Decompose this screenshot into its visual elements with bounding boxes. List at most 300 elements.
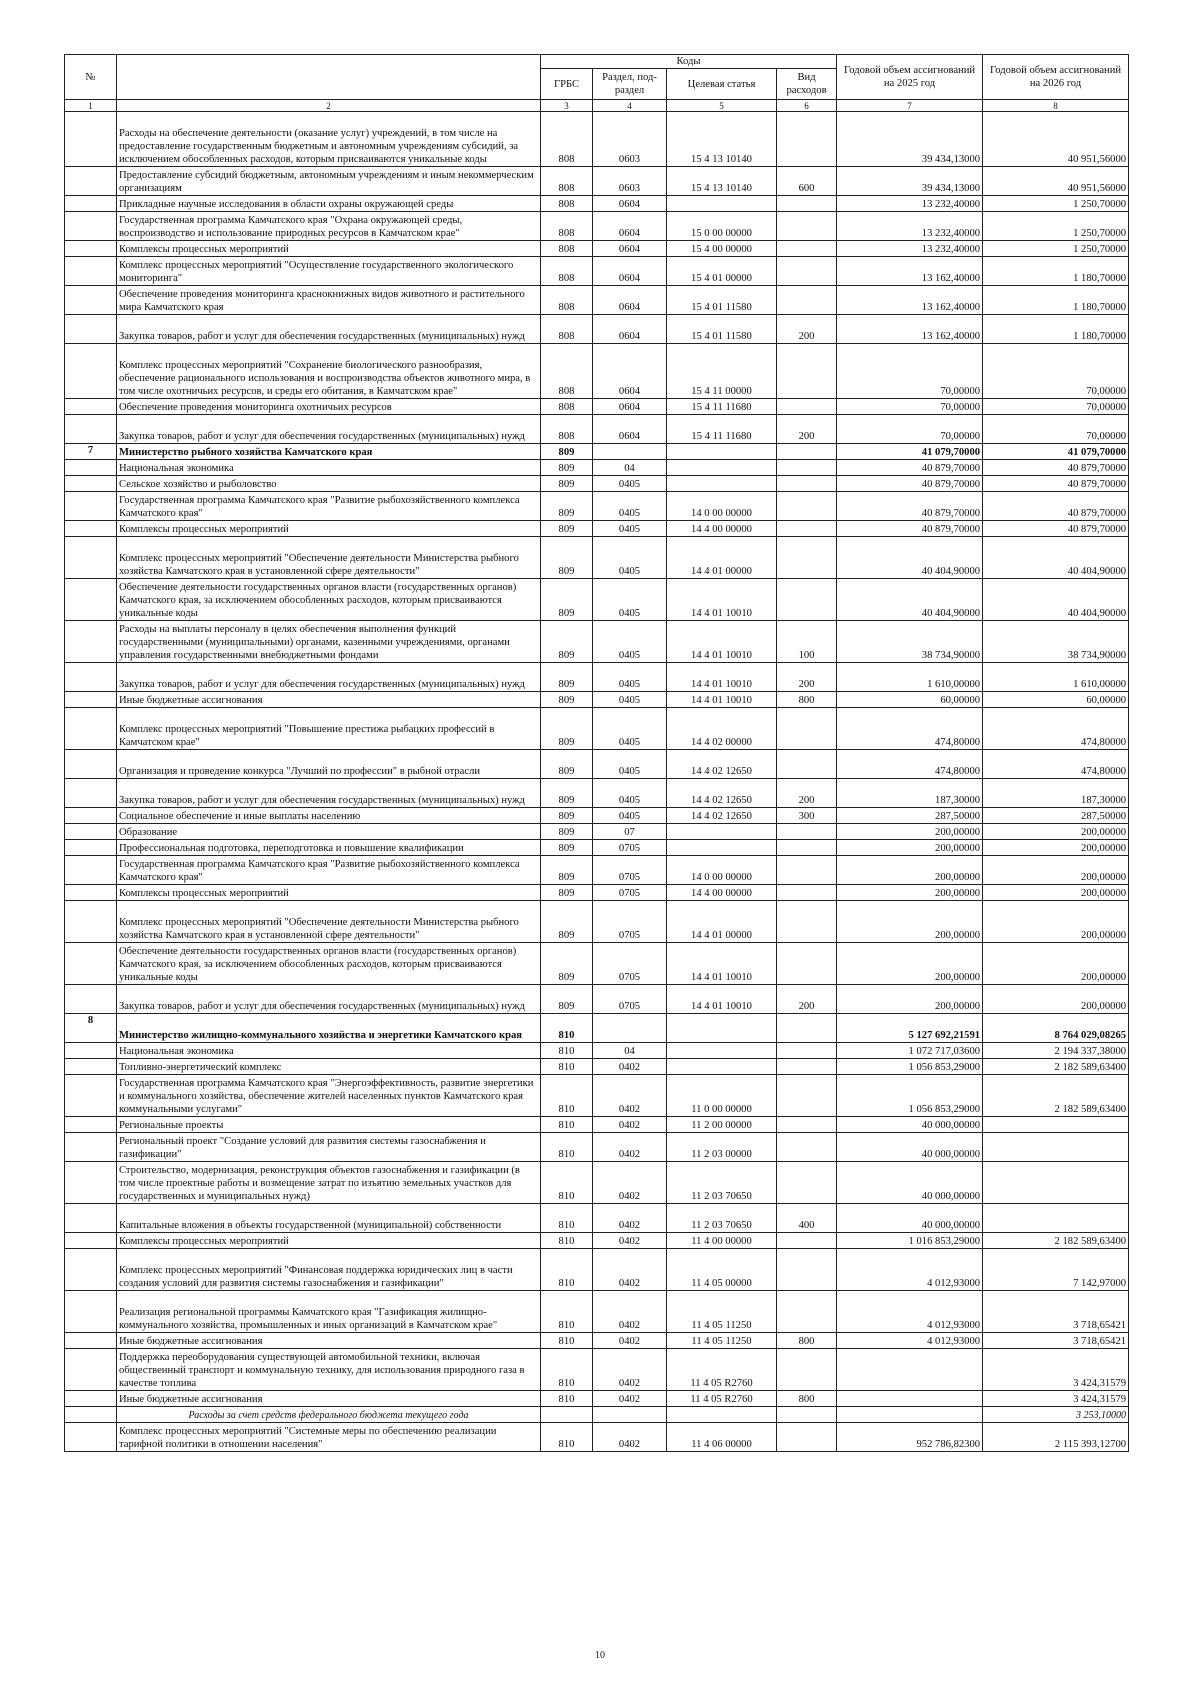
table-row xyxy=(65,399,1129,415)
row-volume-2025: 13 232,40000 xyxy=(837,241,983,257)
row-grbs: 810 xyxy=(541,1133,593,1162)
row-grbs: 808 xyxy=(541,286,593,315)
row-volume-2026: 200,00000 xyxy=(983,901,1129,943)
row-volume-2026: 38 734,90000 xyxy=(983,621,1129,663)
row-grbs: 810 xyxy=(541,1291,593,1333)
row-number xyxy=(65,750,117,779)
header-num: № xyxy=(65,55,117,100)
row-razdel: 0402 xyxy=(593,1291,667,1333)
row-expense-type xyxy=(777,492,837,521)
document-page xyxy=(64,54,1128,1452)
row-name: Государственная программа Камчатского края "Охрана окружающей среды, воспроизводство и использование природных ресурсов в Камчатском крае" xyxy=(117,212,541,241)
row-razdel: 0402 xyxy=(593,1059,667,1075)
row-volume-2026: 200,00000 xyxy=(983,856,1129,885)
row-volume-2026: 1 180,70000 xyxy=(983,315,1129,344)
row-expense-type xyxy=(777,943,837,985)
row-target-article: 14 4 02 00000 xyxy=(667,708,777,750)
row-grbs: 809 xyxy=(541,750,593,779)
column-index: 6 xyxy=(777,100,837,112)
row-target-article: 15 4 00 00000 xyxy=(667,241,777,257)
row-razdel: 0405 xyxy=(593,476,667,492)
row-target-article: 14 4 01 10010 xyxy=(667,579,777,621)
row-expense-type xyxy=(777,399,837,415)
row-volume-2025: 4 012,93000 xyxy=(837,1249,983,1291)
row-razdel: 0402 xyxy=(593,1349,667,1391)
row-razdel: 0402 xyxy=(593,1162,667,1204)
column-index: 7 xyxy=(837,100,983,112)
row-grbs: 809 xyxy=(541,779,593,808)
row-volume-2026: 1 180,70000 xyxy=(983,286,1129,315)
row-razdel: 0402 xyxy=(593,1249,667,1291)
row-volume-2026: 200,00000 xyxy=(983,985,1129,1014)
page-number: 10 xyxy=(595,1650,605,1661)
row-razdel: 0405 xyxy=(593,521,667,537)
row-expense-type: 100 xyxy=(777,621,837,663)
table-row xyxy=(65,840,1129,856)
row-target-article: 11 4 05 11250 xyxy=(667,1333,777,1349)
row-grbs: 808 xyxy=(541,241,593,257)
table-row xyxy=(65,621,1129,663)
row-razdel: 0405 xyxy=(593,537,667,579)
row-grbs: 809 xyxy=(541,579,593,621)
row-target-article: 15 4 11 11680 xyxy=(667,415,777,444)
row-number xyxy=(65,1407,117,1423)
row-volume-2026: 60,00000 xyxy=(983,692,1129,708)
row-volume-2026: 200,00000 xyxy=(983,824,1129,840)
row-razdel: 0604 xyxy=(593,315,667,344)
row-razdel: 0603 xyxy=(593,112,667,167)
row-target-article: 14 4 01 00000 xyxy=(667,537,777,579)
table-row xyxy=(65,1333,1129,1349)
row-name: Региональные проекты xyxy=(117,1117,541,1133)
row-razdel: 0604 xyxy=(593,196,667,212)
row-target-article: 11 2 03 70650 xyxy=(667,1162,777,1204)
row-target-article: 14 4 01 10010 xyxy=(667,985,777,1014)
row-grbs: 809 xyxy=(541,692,593,708)
row-volume-2025: 13 162,40000 xyxy=(837,257,983,286)
row-expense-type xyxy=(777,1043,837,1059)
table-row xyxy=(65,1349,1129,1391)
row-target-article xyxy=(667,476,777,492)
table-row xyxy=(65,444,1129,460)
row-grbs: 808 xyxy=(541,112,593,167)
row-name: Комплекс процессных мероприятий "Системные меры по обеспечению реализации тарифной политики в отношении населения" xyxy=(117,1423,541,1452)
row-volume-2025: 1 056 853,29000 xyxy=(837,1059,983,1075)
row-number xyxy=(65,840,117,856)
row-volume-2026: 2 182 589,63400 xyxy=(983,1075,1129,1117)
row-grbs xyxy=(541,1407,593,1423)
row-volume-2026: 40 879,70000 xyxy=(983,521,1129,537)
row-number xyxy=(65,476,117,492)
row-expense-type xyxy=(777,537,837,579)
row-number xyxy=(65,315,117,344)
row-target-article: 11 4 06 00000 xyxy=(667,1423,777,1452)
row-razdel: 0604 xyxy=(593,286,667,315)
row-number xyxy=(65,196,117,212)
row-expense-type xyxy=(777,476,837,492)
row-name: Образование xyxy=(117,824,541,840)
row-number xyxy=(65,460,117,476)
table-row xyxy=(65,1249,1129,1291)
row-number xyxy=(65,985,117,1014)
row-name: Государственная программа Камчатского края "Развитие рыбохозяйственного комплекса Камчатского края" xyxy=(117,492,541,521)
row-expense-type xyxy=(777,344,837,399)
column-index: 8 xyxy=(983,100,1129,112)
row-volume-2026: 40 404,90000 xyxy=(983,579,1129,621)
row-grbs: 808 xyxy=(541,196,593,212)
table-row xyxy=(65,1133,1129,1162)
row-volume-2025: 952 786,82300 xyxy=(837,1423,983,1452)
row-expense-type xyxy=(777,460,837,476)
header-vol2025: Годовой объем ассигнований на 2025 год xyxy=(837,55,983,100)
row-target-article: 14 4 02 12650 xyxy=(667,750,777,779)
row-name: Обеспечение деятельности государственных органов власти (государственных органов) Камчатского края, за исключением обособленных расходов, которым присваиваются уникальные коды xyxy=(117,943,541,985)
row-number xyxy=(65,167,117,196)
row-expense-type xyxy=(777,444,837,460)
row-volume-2025: 5 127 692,21591 xyxy=(837,1014,983,1043)
row-name: Расходы за счет средств федерального бюджета текущего года xyxy=(117,1407,541,1423)
row-name: Организация и проведение конкурса "Лучший по профессии" в рыбной отрасли xyxy=(117,750,541,779)
row-grbs: 810 xyxy=(541,1075,593,1117)
row-razdel: 0405 xyxy=(593,492,667,521)
table-row xyxy=(65,750,1129,779)
row-razdel: 0405 xyxy=(593,692,667,708)
header-name xyxy=(117,55,541,100)
row-number xyxy=(65,663,117,692)
row-target-article: 14 4 02 12650 xyxy=(667,779,777,808)
row-grbs: 809 xyxy=(541,901,593,943)
row-razdel: 0405 xyxy=(593,708,667,750)
row-volume-2026: 1 250,70000 xyxy=(983,241,1129,257)
table-row xyxy=(65,779,1129,808)
row-target-article: 11 2 00 00000 xyxy=(667,1117,777,1133)
row-grbs: 810 xyxy=(541,1423,593,1452)
row-volume-2026: 3 718,65421 xyxy=(983,1291,1129,1333)
row-volume-2026: 70,00000 xyxy=(983,399,1129,415)
row-target-article: 15 4 01 00000 xyxy=(667,257,777,286)
row-volume-2026: 474,80000 xyxy=(983,708,1129,750)
row-target-article xyxy=(667,196,777,212)
row-name: Закупка товаров, работ и услуг для обеспечения государственных (муниципальных) нужд xyxy=(117,663,541,692)
row-expense-type: 200 xyxy=(777,985,837,1014)
row-name: Капитальные вложения в объекты государственной (муниципальной) собственности xyxy=(117,1204,541,1233)
row-name: Строительство, модернизация, реконструкция объектов газоснабжения и газификации (в том числе проектные работы и возмещение затрат по изъятию земельных участков для государственных и муниципальных нужд) xyxy=(117,1162,541,1204)
row-volume-2026: 40 951,56000 xyxy=(983,167,1129,196)
row-volume-2026: 1 250,70000 xyxy=(983,196,1129,212)
row-expense-type: 200 xyxy=(777,663,837,692)
row-target-article: 15 4 01 11580 xyxy=(667,286,777,315)
row-volume-2025 xyxy=(837,1391,983,1407)
row-volume-2025: 200,00000 xyxy=(837,943,983,985)
row-razdel: 0402 xyxy=(593,1423,667,1452)
row-grbs: 809 xyxy=(541,537,593,579)
row-number xyxy=(65,943,117,985)
row-volume-2025: 39 434,13000 xyxy=(837,112,983,167)
row-grbs: 809 xyxy=(541,476,593,492)
row-target-article: 11 2 03 00000 xyxy=(667,1133,777,1162)
row-grbs: 810 xyxy=(541,1162,593,1204)
row-volume-2025: 13 232,40000 xyxy=(837,212,983,241)
row-name: Государственная программа Камчатского края "Энергоэффективность, развитие энергетики и коммунального хозяйства, обеспечение жителей населенных пунктов Камчатского края коммунальными услугами" xyxy=(117,1075,541,1117)
row-grbs: 810 xyxy=(541,1117,593,1133)
table-row xyxy=(65,1162,1129,1204)
row-razdel: 0402 xyxy=(593,1117,667,1133)
row-volume-2025: 187,30000 xyxy=(837,779,983,808)
row-name: Комплекс процессных мероприятий "Повышение престижа рыбацких профессий в Камчатском крае" xyxy=(117,708,541,750)
row-volume-2026 xyxy=(983,1204,1129,1233)
row-number xyxy=(65,1059,117,1075)
row-volume-2025: 40 404,90000 xyxy=(837,537,983,579)
row-number xyxy=(65,1204,117,1233)
row-name: Обеспечение проведения мониторинга охотничьих ресурсов xyxy=(117,399,541,415)
row-number xyxy=(65,1233,117,1249)
table-row xyxy=(65,212,1129,241)
row-volume-2025: 4 012,93000 xyxy=(837,1291,983,1333)
row-target-article xyxy=(667,1407,777,1423)
row-target-article: 14 0 00 00000 xyxy=(667,856,777,885)
row-razdel: 04 xyxy=(593,460,667,476)
row-target-article: 15 4 13 10140 xyxy=(667,112,777,167)
row-number xyxy=(65,1133,117,1162)
row-volume-2026: 3 253,10000 xyxy=(983,1407,1129,1423)
row-expense-type xyxy=(777,579,837,621)
row-volume-2026: 40 879,70000 xyxy=(983,476,1129,492)
row-target-article xyxy=(667,460,777,476)
table-row xyxy=(65,112,1129,167)
row-volume-2025: 200,00000 xyxy=(837,985,983,1014)
row-expense-type xyxy=(777,196,837,212)
row-target-article: 15 0 00 00000 xyxy=(667,212,777,241)
row-volume-2025: 39 434,13000 xyxy=(837,167,983,196)
row-expense-type xyxy=(777,1014,837,1043)
row-grbs: 809 xyxy=(541,840,593,856)
row-number xyxy=(65,537,117,579)
row-razdel: 0705 xyxy=(593,985,667,1014)
row-volume-2026: 40 404,90000 xyxy=(983,537,1129,579)
row-name: Реализация региональной программы Камчатского края "Газификация жилищно-коммунального хозяйства, промышленных и иных организаций в Камчатском крае" xyxy=(117,1291,541,1333)
row-target-article: 15 4 01 11580 xyxy=(667,315,777,344)
row-target-article: 14 4 01 10010 xyxy=(667,692,777,708)
row-target-article: 11 0 00 00000 xyxy=(667,1075,777,1117)
row-expense-type xyxy=(777,1249,837,1291)
row-grbs: 809 xyxy=(541,885,593,901)
row-number xyxy=(65,415,117,444)
row-name: Комплексы процессных мероприятий xyxy=(117,521,541,537)
row-grbs: 809 xyxy=(541,621,593,663)
row-name: Иные бюджетные ассигнования xyxy=(117,1391,541,1407)
row-number xyxy=(65,1333,117,1349)
row-expense-type xyxy=(777,1407,837,1423)
table-row xyxy=(65,1291,1129,1333)
row-number xyxy=(65,1075,117,1117)
row-expense-type xyxy=(777,212,837,241)
row-volume-2025 xyxy=(837,1349,983,1391)
row-razdel: 0705 xyxy=(593,901,667,943)
row-name: Закупка товаров, работ и услуг для обеспечения государственных (муниципальных) нужд xyxy=(117,315,541,344)
table-row xyxy=(65,1423,1129,1452)
row-target-article xyxy=(667,1014,777,1043)
table-row xyxy=(65,257,1129,286)
row-volume-2026: 1 610,00000 xyxy=(983,663,1129,692)
row-volume-2025: 13 232,40000 xyxy=(837,196,983,212)
row-name: Прикладные научные исследования в области охраны окружающей среды xyxy=(117,196,541,212)
row-expense-type xyxy=(777,1291,837,1333)
row-number xyxy=(65,1117,117,1133)
row-target-article: 11 2 03 70650 xyxy=(667,1204,777,1233)
row-volume-2026: 200,00000 xyxy=(983,885,1129,901)
row-volume-2025: 200,00000 xyxy=(837,856,983,885)
table-row xyxy=(65,1391,1129,1407)
table-row xyxy=(65,1014,1129,1043)
row-target-article: 11 4 05 R2760 xyxy=(667,1349,777,1391)
row-number xyxy=(65,621,117,663)
row-volume-2025: 70,00000 xyxy=(837,415,983,444)
row-expense-type: 800 xyxy=(777,1391,837,1407)
row-name: Поддержка переоборудования существующей автомобильной техники, включая общественный транспорт и коммунальную технику, для использования природного газа в качестве топлива xyxy=(117,1349,541,1391)
row-expense-type: 800 xyxy=(777,692,837,708)
row-razdel: 0402 xyxy=(593,1333,667,1349)
table-row xyxy=(65,692,1129,708)
row-grbs: 809 xyxy=(541,460,593,476)
table-row xyxy=(65,1059,1129,1075)
row-razdel: 0603 xyxy=(593,167,667,196)
row-target-article xyxy=(667,1059,777,1075)
row-volume-2025: 474,80000 xyxy=(837,750,983,779)
row-number xyxy=(65,808,117,824)
row-razdel: 0405 xyxy=(593,808,667,824)
row-volume-2025: 40 000,00000 xyxy=(837,1117,983,1133)
row-volume-2025: 4 012,93000 xyxy=(837,1333,983,1349)
row-grbs: 810 xyxy=(541,1233,593,1249)
row-volume-2026: 1 250,70000 xyxy=(983,212,1129,241)
row-name: Социальное обеспечение и иные выплаты населению xyxy=(117,808,541,824)
row-expense-type xyxy=(777,1133,837,1162)
table-row xyxy=(65,241,1129,257)
header-grbs: ГРБС xyxy=(541,69,593,100)
table-row xyxy=(65,985,1129,1014)
row-name: Иные бюджетные ассигнования xyxy=(117,692,541,708)
row-number xyxy=(65,708,117,750)
row-razdel: 0402 xyxy=(593,1233,667,1249)
row-grbs: 808 xyxy=(541,415,593,444)
column-index: 4 xyxy=(593,100,667,112)
row-volume-2025: 1 610,00000 xyxy=(837,663,983,692)
row-number xyxy=(65,579,117,621)
row-grbs: 808 xyxy=(541,257,593,286)
row-volume-2026: 40 879,70000 xyxy=(983,460,1129,476)
header-razdel: Раздел, под-раздел xyxy=(593,69,667,100)
row-number xyxy=(65,1249,117,1291)
row-volume-2026: 3 718,65421 xyxy=(983,1333,1129,1349)
row-razdel: 07 xyxy=(593,824,667,840)
row-name: Обеспечение деятельности государственных органов власти (государственных органов) Камчатского края, за исключением обособленных расходов, которым присваиваются уникальные коды xyxy=(117,579,541,621)
row-volume-2026: 187,30000 xyxy=(983,779,1129,808)
table-row xyxy=(65,1117,1129,1133)
row-name: Национальная экономика xyxy=(117,1043,541,1059)
row-volume-2025: 40 000,00000 xyxy=(837,1204,983,1233)
row-name: Обеспечение проведения мониторинга краснокнижных видов животного и растительного мира Камчатского края xyxy=(117,286,541,315)
row-volume-2026: 2 194 337,38000 xyxy=(983,1043,1129,1059)
row-volume-2025: 40 879,70000 xyxy=(837,476,983,492)
row-volume-2025: 13 162,40000 xyxy=(837,315,983,344)
table-body xyxy=(65,112,1129,1452)
row-grbs: 808 xyxy=(541,167,593,196)
row-grbs: 809 xyxy=(541,985,593,1014)
row-grbs: 808 xyxy=(541,399,593,415)
row-volume-2026: 70,00000 xyxy=(983,415,1129,444)
table-row xyxy=(65,415,1129,444)
table-row xyxy=(65,460,1129,476)
budget-table xyxy=(64,54,1129,1452)
row-volume-2025: 1 056 853,29000 xyxy=(837,1075,983,1117)
row-volume-2026: 474,80000 xyxy=(983,750,1129,779)
row-volume-2026: 1 180,70000 xyxy=(983,257,1129,286)
row-volume-2025: 200,00000 xyxy=(837,840,983,856)
row-number xyxy=(65,1162,117,1204)
row-target-article: 14 4 01 10010 xyxy=(667,943,777,985)
row-number xyxy=(65,1043,117,1059)
row-grbs: 809 xyxy=(541,824,593,840)
row-volume-2026: 200,00000 xyxy=(983,840,1129,856)
row-grbs: 810 xyxy=(541,1043,593,1059)
row-number xyxy=(65,212,117,241)
row-volume-2025: 474,80000 xyxy=(837,708,983,750)
table-row xyxy=(65,824,1129,840)
row-name: Профессиональная подготовка, переподготовка и повышение квалификации xyxy=(117,840,541,856)
row-volume-2025: 41 079,70000 xyxy=(837,444,983,460)
row-expense-type xyxy=(777,901,837,943)
row-grbs: 809 xyxy=(541,808,593,824)
row-razdel xyxy=(593,1014,667,1043)
row-grbs: 808 xyxy=(541,344,593,399)
row-razdel: 04 xyxy=(593,1043,667,1059)
row-target-article: 14 0 00 00000 xyxy=(667,492,777,521)
header-vol2026: Годовой объем ассигнований на 2026 год xyxy=(983,55,1129,100)
row-expense-type xyxy=(777,1117,837,1133)
row-volume-2026: 40 951,56000 xyxy=(983,112,1129,167)
row-razdel: 0402 xyxy=(593,1204,667,1233)
row-expense-type xyxy=(777,750,837,779)
row-name: Иные бюджетные ассигнования xyxy=(117,1333,541,1349)
row-expense-type: 800 xyxy=(777,1333,837,1349)
row-expense-type xyxy=(777,257,837,286)
row-number xyxy=(65,521,117,537)
row-volume-2026: 287,50000 xyxy=(983,808,1129,824)
row-expense-type xyxy=(777,1075,837,1117)
row-razdel xyxy=(593,444,667,460)
row-razdel: 0604 xyxy=(593,241,667,257)
row-name: Расходы на выплаты персоналу в целях обеспечения выполнения функций государственными (муниципальными) органами, казенными учреждениями, органами управления государственными внебюджетными фондами xyxy=(117,621,541,663)
row-razdel: 0402 xyxy=(593,1391,667,1407)
row-number xyxy=(65,885,117,901)
row-grbs: 809 xyxy=(541,521,593,537)
row-name: Комплексы процессных мероприятий xyxy=(117,1233,541,1249)
row-razdel: 0705 xyxy=(593,943,667,985)
table-row xyxy=(65,579,1129,621)
table-row xyxy=(65,167,1129,196)
row-expense-type xyxy=(777,1423,837,1452)
row-grbs: 810 xyxy=(541,1349,593,1391)
row-expense-type xyxy=(777,856,837,885)
table-row xyxy=(65,708,1129,750)
row-volume-2025: 70,00000 xyxy=(837,399,983,415)
row-name: Комплекс процессных мероприятий "Осуществление государственного экологического мониторинга" xyxy=(117,257,541,286)
row-target-article: 14 4 02 12650 xyxy=(667,808,777,824)
row-volume-2025: 40 000,00000 xyxy=(837,1162,983,1204)
row-volume-2026: 41 079,70000 xyxy=(983,444,1129,460)
row-number xyxy=(65,1349,117,1391)
row-volume-2025: 70,00000 xyxy=(837,344,983,399)
